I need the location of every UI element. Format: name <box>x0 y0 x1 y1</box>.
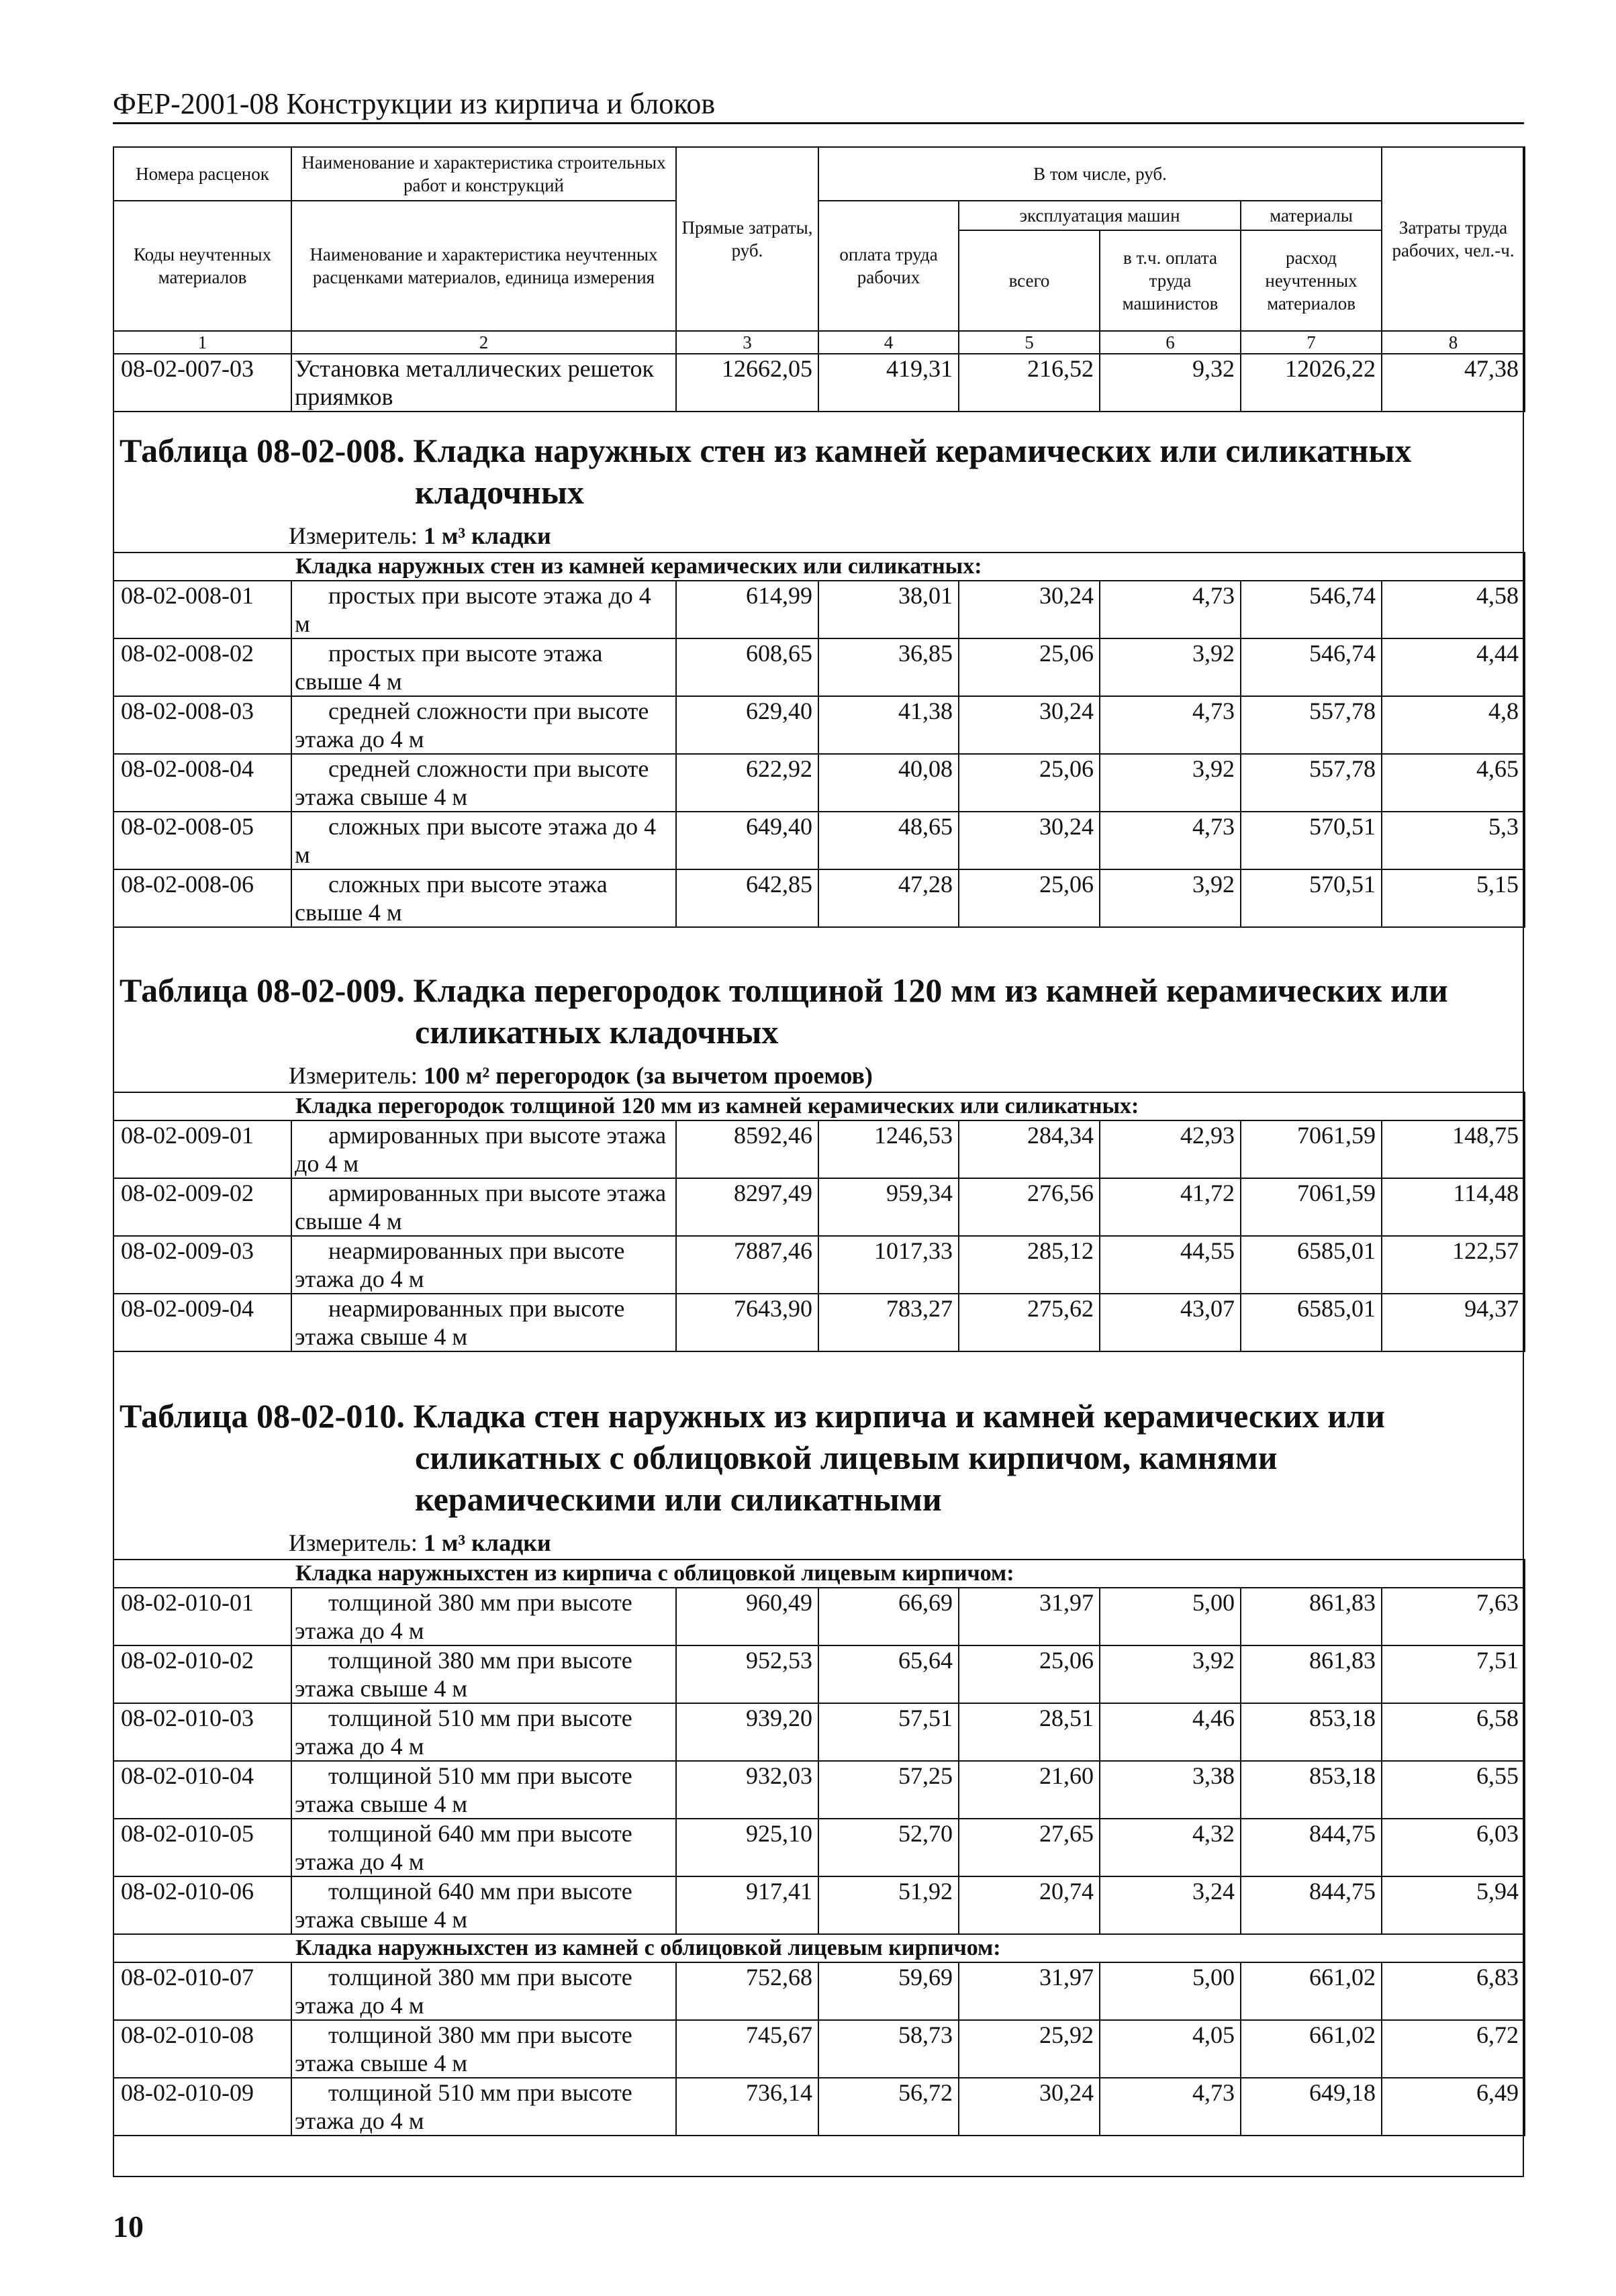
rate-name: сложных при высоте этажа свыше 4 м <box>291 869 676 927</box>
value-cell: 4,05 <box>1100 2020 1241 2078</box>
value-cell: 216,52 <box>959 354 1100 412</box>
rate-name: армированных при высоте этажа до 4 м <box>291 1120 676 1178</box>
page-header: ФЕР-2001-08 Конструкции из кирпича и блоков <box>113 87 1524 124</box>
value-cell: 4,44 <box>1382 638 1525 696</box>
rate-code: 08-02-010-08 <box>113 2020 291 2078</box>
header-col2-top: Наименование и характеристика строительных работ и конструкций <box>291 147 676 201</box>
rate-name: толщиной 640 мм при высоте этажа до 4 м <box>291 1819 676 1876</box>
header-labor-costs: Затраты труда рабочих, чел.-ч. <box>1382 147 1525 331</box>
rate-name: толщиной 380 мм при высоте этажа свыше 4 м <box>291 2020 676 2078</box>
value-cell: 622,92 <box>676 754 818 812</box>
value-cell: 783,27 <box>818 1294 959 1351</box>
group-subheading: Кладка перегородок толщиной 120 мм из камней керамических или силикатных: <box>113 1092 1525 1120</box>
table-row <box>113 1178 1525 1236</box>
rate-code: 08-02-010-05 <box>113 1819 291 1876</box>
rate-code: 08-02-008-03 <box>113 696 291 754</box>
value-cell: 570,51 <box>1241 869 1382 927</box>
rate-code: 08-02-010-04 <box>113 1761 291 1819</box>
group-subheading: Кладка наружных стен из камней керамических или силикатных: <box>113 553 1525 581</box>
col-number: 7 <box>1241 331 1382 354</box>
table-title-line: Таблица 08-02-008. Кладка наружных стен из камней керамических или силикатных <box>120 432 1412 469</box>
value-cell: 42,93 <box>1100 1120 1241 1178</box>
value-cell: 12662,05 <box>676 354 818 412</box>
value-cell: 38,01 <box>818 581 959 638</box>
value-cell: 94,37 <box>1382 1294 1525 1351</box>
value-cell: 25,06 <box>959 638 1100 696</box>
value-cell: 9,32 <box>1100 354 1241 412</box>
table-row <box>113 2078 1525 2136</box>
header-col1-bottom: Коды неучтенных материалов <box>113 201 291 331</box>
value-cell: 30,24 <box>959 581 1100 638</box>
value-cell: 30,24 <box>959 2078 1100 2136</box>
value-cell: 285,12 <box>959 1236 1100 1294</box>
value-cell: 25,06 <box>959 869 1100 927</box>
value-cell: 36,85 <box>818 638 959 696</box>
value-cell: 4,65 <box>1382 754 1525 812</box>
value-cell: 4,46 <box>1100 1703 1241 1761</box>
value-cell: 31,97 <box>959 1962 1100 2020</box>
table-row <box>113 2020 1525 2078</box>
rate-code: 08-02-010-01 <box>113 1588 291 1645</box>
value-cell: 3,92 <box>1100 1645 1241 1703</box>
value-cell: 661,02 <box>1241 1962 1382 2020</box>
value-cell: 41,72 <box>1100 1178 1241 1236</box>
value-cell: 4,73 <box>1100 696 1241 754</box>
value-cell: 31,97 <box>959 1588 1100 1645</box>
value-cell: 546,74 <box>1241 638 1382 696</box>
value-cell: 6,83 <box>1382 1962 1525 2020</box>
rate-code: 08-02-010-02 <box>113 1645 291 1703</box>
value-cell: 745,67 <box>676 2020 818 2078</box>
value-cell: 3,92 <box>1100 754 1241 812</box>
value-cell: 59,69 <box>818 1962 959 2020</box>
value-cell: 844,75 <box>1241 1819 1382 1876</box>
value-cell: 30,24 <box>959 696 1100 754</box>
table-row <box>113 869 1525 927</box>
value-cell: 56,72 <box>818 2078 959 2136</box>
value-cell: 44,55 <box>1100 1236 1241 1294</box>
measure-value: 1 м³ кладки <box>423 1529 551 1556</box>
header-unaccounted-materials: расход неучтенных материалов <box>1241 230 1382 331</box>
table-title-line: керамическими или силикатными <box>415 1480 942 1518</box>
rate-code: 08-02-009-02 <box>113 1178 291 1236</box>
value-cell: 3,38 <box>1100 1761 1241 1819</box>
rate-name: простых при высоте этажа свыше 4 м <box>291 638 676 696</box>
value-cell: 853,18 <box>1241 1703 1382 1761</box>
measure-prefix: Измеритель: <box>289 1529 418 1556</box>
value-cell: 614,99 <box>676 581 818 638</box>
table-title-line: силикатных кладочных <box>415 1013 779 1051</box>
value-cell: 861,83 <box>1241 1645 1382 1703</box>
value-cell: 8592,46 <box>676 1120 818 1178</box>
table-row <box>113 1294 1525 1351</box>
value-cell: 48,65 <box>818 812 959 869</box>
column-header-table <box>113 146 1525 412</box>
rate-code: 08-02-009-03 <box>113 1236 291 1294</box>
table-body <box>113 581 1525 927</box>
value-cell: 1246,53 <box>818 1120 959 1178</box>
value-cell: 7,51 <box>1382 1645 1525 1703</box>
value-cell: 41,38 <box>818 696 959 754</box>
value-cell: 8297,49 <box>676 1178 818 1236</box>
value-cell: 52,70 <box>818 1819 959 1876</box>
rate-name: толщиной 380 мм при высоте этажа до 4 м <box>291 1588 676 1645</box>
header-direct-costs: Прямые затраты, руб. <box>676 147 818 331</box>
value-cell: 570,51 <box>1241 812 1382 869</box>
table-title <box>120 430 1516 513</box>
group-subheading: Кладка наружныхстен из кирпича с облицовкой лицевым кирпичом: <box>113 1560 1525 1588</box>
table-row <box>113 1120 1525 1178</box>
value-cell: 6585,01 <box>1241 1236 1382 1294</box>
rate-name: толщиной 510 мм при высоте этажа до 4 м <box>291 1703 676 1761</box>
rate-code: 08-02-008-04 <box>113 754 291 812</box>
rate-name: толщиной 640 мм при высоте этажа свыше 4 м <box>291 1876 676 1934</box>
value-cell: 752,68 <box>676 1962 818 2020</box>
value-cell: 4,32 <box>1100 1819 1241 1876</box>
value-cell: 649,18 <box>1241 2078 1382 2136</box>
header-including: В том числе, руб. <box>818 147 1382 201</box>
value-cell: 7,63 <box>1382 1588 1525 1645</box>
rate-name: армированных при высоте этажа свыше 4 м <box>291 1178 676 1236</box>
rate-code: 08-02-010-06 <box>113 1876 291 1934</box>
table-title-line: Таблица 08-02-010. Кладка стен наружных из кирпича и камней керамических или <box>120 1397 1385 1435</box>
value-cell: 557,78 <box>1241 754 1382 812</box>
value-cell: 925,10 <box>676 1819 818 1876</box>
value-cell: 952,53 <box>676 1645 818 1703</box>
value-cell: 57,51 <box>818 1703 959 1761</box>
value-cell: 4,73 <box>1100 2078 1241 2136</box>
value-cell: 4,73 <box>1100 581 1241 638</box>
value-cell: 66,69 <box>818 1588 959 1645</box>
value-cell: 12026,22 <box>1241 354 1382 412</box>
table-row <box>113 812 1525 869</box>
header-machines: эксплуатация машин <box>959 201 1241 230</box>
table-body <box>113 1588 1525 1934</box>
col-number: 6 <box>1100 331 1241 354</box>
value-cell: 844,75 <box>1241 1876 1382 1934</box>
value-cell: 6,55 <box>1382 1761 1525 1819</box>
rates-table-08-02-010 <box>113 1559 1525 2136</box>
table-title-line: силикатных с облицовкой лицевым кирпичом, камнями <box>415 1439 1278 1476</box>
value-cell: 122,57 <box>1382 1236 1525 1294</box>
value-cell: 7643,90 <box>676 1294 818 1351</box>
table-row <box>113 1876 1525 1934</box>
value-cell: 6,72 <box>1382 2020 1525 2078</box>
value-cell: 5,15 <box>1382 869 1525 927</box>
value-cell: 284,34 <box>959 1120 1100 1178</box>
value-cell: 7887,46 <box>676 1236 818 1294</box>
rate-code: 08-02-008-06 <box>113 869 291 927</box>
table-row <box>113 1962 1525 2020</box>
value-cell: 5,00 <box>1100 1588 1241 1645</box>
value-cell: 25,06 <box>959 754 1100 812</box>
rate-code: 08-02-008-02 <box>113 638 291 696</box>
value-cell: 853,18 <box>1241 1761 1382 1819</box>
table-title <box>120 969 1516 1053</box>
value-cell: 57,25 <box>818 1761 959 1819</box>
col-number: 5 <box>959 331 1100 354</box>
value-cell: 276,56 <box>959 1178 1100 1236</box>
value-cell: 649,40 <box>676 812 818 869</box>
column-number-row <box>113 331 1525 354</box>
value-cell: 917,41 <box>676 1876 818 1934</box>
table-row <box>113 581 1525 638</box>
value-cell: 3,92 <box>1100 638 1241 696</box>
col-number: 1 <box>113 331 291 354</box>
table-body <box>113 1120 1525 1351</box>
header-machines-total: всего <box>959 230 1100 331</box>
table-row <box>113 1236 1525 1294</box>
rate-code: 08-02-010-09 <box>113 2078 291 2136</box>
value-cell: 661,02 <box>1241 2020 1382 2078</box>
value-cell: 51,92 <box>818 1876 959 1934</box>
value-cell: 275,62 <box>959 1294 1100 1351</box>
col-number: 8 <box>1382 331 1525 354</box>
page-number: 10 <box>113 2209 144 2244</box>
table-row <box>113 754 1525 812</box>
measure-prefix: Измеритель: <box>289 522 418 549</box>
group-subheading: Кладка наружныхстен из камней с облицовкой лицевым кирпичом: <box>113 1934 1525 1962</box>
rate-code: 08-02-010-03 <box>113 1703 291 1761</box>
rate-code: 08-02-008-05 <box>113 812 291 869</box>
header-materials: материалы <box>1241 201 1382 230</box>
measure-value: 100 м² перегородок (за вычетом проемов) <box>423 1062 873 1089</box>
rate-name: средней сложности при высоте этажа свыше 4 м <box>291 754 676 812</box>
rate-name: сложных при высоте этажа до 4 м <box>291 812 676 869</box>
value-cell: 4,58 <box>1382 581 1525 638</box>
value-cell: 6,58 <box>1382 1703 1525 1761</box>
value-cell: 7061,59 <box>1241 1178 1382 1236</box>
value-cell: 5,94 <box>1382 1876 1525 1934</box>
value-cell: 960,49 <box>676 1588 818 1645</box>
value-cell: 736,14 <box>676 2078 818 2136</box>
rate-name: Установка металлических решеток приямков <box>291 354 676 412</box>
col-number: 2 <box>291 331 676 354</box>
rates-table-08-02-008 <box>113 552 1525 928</box>
rate-name: неармированных при высоте этажа свыше 4 м <box>291 1294 676 1351</box>
value-cell: 557,78 <box>1241 696 1382 754</box>
table-row <box>113 1588 1525 1645</box>
table-row <box>113 638 1525 696</box>
value-cell: 43,07 <box>1100 1294 1241 1351</box>
value-cell: 25,06 <box>959 1645 1100 1703</box>
header-operators-pay: в т.ч. оплата труда машинистов <box>1100 230 1241 331</box>
table-row <box>113 696 1525 754</box>
table-title <box>120 1395 1516 1520</box>
value-cell: 28,51 <box>959 1703 1100 1761</box>
value-cell: 861,83 <box>1241 1588 1382 1645</box>
col-number: 4 <box>818 331 959 354</box>
rate-name: простых при высоте этажа до 4 м <box>291 581 676 638</box>
value-cell: 959,34 <box>818 1178 959 1236</box>
value-cell: 148,75 <box>1382 1120 1525 1178</box>
value-cell: 608,65 <box>676 638 818 696</box>
value-cell: 629,40 <box>676 696 818 754</box>
value-cell: 1017,33 <box>818 1236 959 1294</box>
table-title-line: Таблица 08-02-009. Кладка перегородок толщиной 120 мм из камней керамических или <box>120 971 1448 1009</box>
value-cell: 5,3 <box>1382 812 1525 869</box>
rate-name: средней сложности при высоте этажа до 4 м <box>291 696 676 754</box>
value-cell: 30,24 <box>959 812 1100 869</box>
rate-name: неармированных при высоте этажа до 4 м <box>291 1236 676 1294</box>
value-cell: 27,65 <box>959 1819 1100 1876</box>
rate-name: толщиной 380 мм при высоте этажа свыше 4 м <box>291 1645 676 1703</box>
measure-unit <box>289 522 551 549</box>
measure-value: 1 м³ кладки <box>423 522 551 549</box>
value-cell: 4,8 <box>1382 696 1525 754</box>
rate-code: 08-02-010-07 <box>113 1962 291 2020</box>
value-cell: 4,73 <box>1100 812 1241 869</box>
value-cell: 58,73 <box>818 2020 959 2078</box>
rate-name: толщиной 510 мм при высоте этажа до 4 м <box>291 2078 676 2136</box>
table-row <box>113 354 1525 412</box>
value-cell: 5,00 <box>1100 1962 1241 2020</box>
rate-code: 08-02-007-03 <box>113 354 291 412</box>
rates-table-08-02-009 <box>113 1092 1525 1352</box>
value-cell: 114,48 <box>1382 1178 1525 1236</box>
rate-code: 08-02-008-01 <box>113 581 291 638</box>
value-cell: 546,74 <box>1241 581 1382 638</box>
value-cell: 65,64 <box>818 1645 959 1703</box>
value-cell: 40,08 <box>818 754 959 812</box>
value-cell: 3,24 <box>1100 1876 1241 1934</box>
table-body <box>113 1962 1525 2136</box>
value-cell: 47,28 <box>818 869 959 927</box>
header-col1-top: Номера расценок <box>113 147 291 201</box>
measure-unit <box>289 1062 873 1089</box>
value-cell: 939,20 <box>676 1703 818 1761</box>
value-cell: 419,31 <box>818 354 959 412</box>
col-number: 3 <box>676 331 818 354</box>
value-cell: 6,49 <box>1382 2078 1525 2136</box>
rate-code: 08-02-009-01 <box>113 1120 291 1178</box>
header-col2-bottom: Наименование и характеристика неучтенных расценками материалов, единица измерения <box>291 201 676 331</box>
rate-name: толщиной 380 мм при высоте этажа до 4 м <box>291 1962 676 2020</box>
value-cell: 47,38 <box>1382 354 1525 412</box>
value-cell: 642,85 <box>676 869 818 927</box>
value-cell: 25,92 <box>959 2020 1100 2078</box>
table-row <box>113 1819 1525 1876</box>
header-labor-pay: оплата труда рабочих <box>818 201 959 331</box>
table-title-line: кладочных <box>415 473 584 511</box>
value-cell: 7061,59 <box>1241 1120 1382 1178</box>
table-row <box>113 1761 1525 1819</box>
value-cell: 6585,01 <box>1241 1294 1382 1351</box>
table-row <box>113 1645 1525 1703</box>
rate-name: толщиной 510 мм при высоте этажа свыше 4 м <box>291 1761 676 1819</box>
measure-unit <box>289 1529 551 1556</box>
value-cell: 6,03 <box>1382 1819 1525 1876</box>
value-cell: 21,60 <box>959 1761 1100 1819</box>
value-cell: 932,03 <box>676 1761 818 1819</box>
table-row <box>113 1703 1525 1761</box>
value-cell: 20,74 <box>959 1876 1100 1934</box>
measure-prefix: Измеритель: <box>289 1062 418 1089</box>
rate-code: 08-02-009-04 <box>113 1294 291 1351</box>
value-cell: 3,92 <box>1100 869 1241 927</box>
